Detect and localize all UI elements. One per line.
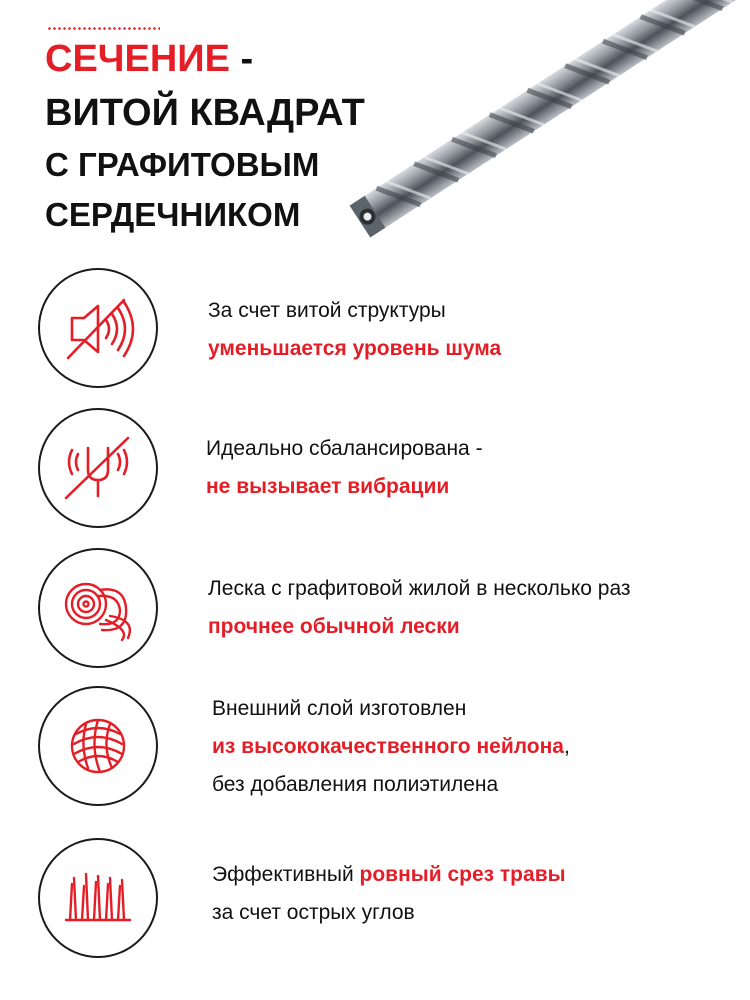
title-line-3: С ГРАФИТОВЫМ: [45, 146, 320, 183]
feature-cut-highlight: ровный срез травы: [359, 863, 566, 886]
feature-vibration-text: Идеально сбалансирована - не вызывает вибрации: [206, 430, 483, 506]
line-spool-icon: [40, 550, 156, 666]
noise-reduction-icon: [40, 270, 156, 386]
feature-cut: [40, 840, 730, 960]
decorative-dots: [47, 27, 160, 30]
title-highlight: СЕЧЕНИЕ: [45, 38, 230, 80]
feature-strength-highlight: прочнее обычной лески: [208, 615, 460, 638]
feature-noise: [40, 270, 730, 390]
title-line-4: СЕРДЕЧНИКОМ: [45, 196, 301, 233]
grass-cut-icon: [40, 840, 156, 956]
feature-cut-text: Эффективный ровный срез травы за счет острых углов: [212, 863, 566, 924]
feature-vibration-highlight: не вызывает вибрации: [206, 475, 450, 498]
title-line-1: СЕЧЕНИЕ -: [45, 38, 254, 80]
twisted-line-image: [340, 0, 750, 260]
feature-noise-text: За счет витой структуры уменьшается уровень шума: [208, 292, 501, 368]
feature-noise-highlight: уменьшается уровень шума: [208, 337, 502, 360]
feature-nylon-highlight: из высококачественного нейлона: [212, 735, 564, 758]
no-vibration-icon: [40, 410, 156, 526]
feature-strength-text: Леска с графитовой жилой в несколько раз прочнее обычной лески: [208, 570, 631, 646]
feature-strength: [40, 550, 730, 670]
title-line-2: ВИТОЙ КВАДРАТ: [45, 92, 365, 134]
feature-nylon: [40, 688, 730, 808]
feature-vibration: [40, 410, 730, 530]
feature-nylon-text: Внешний слой изготовлен из высококачественного нейлона, без добавления полиэтилена: [212, 697, 570, 796]
nylon-yarn-icon: [40, 688, 156, 804]
